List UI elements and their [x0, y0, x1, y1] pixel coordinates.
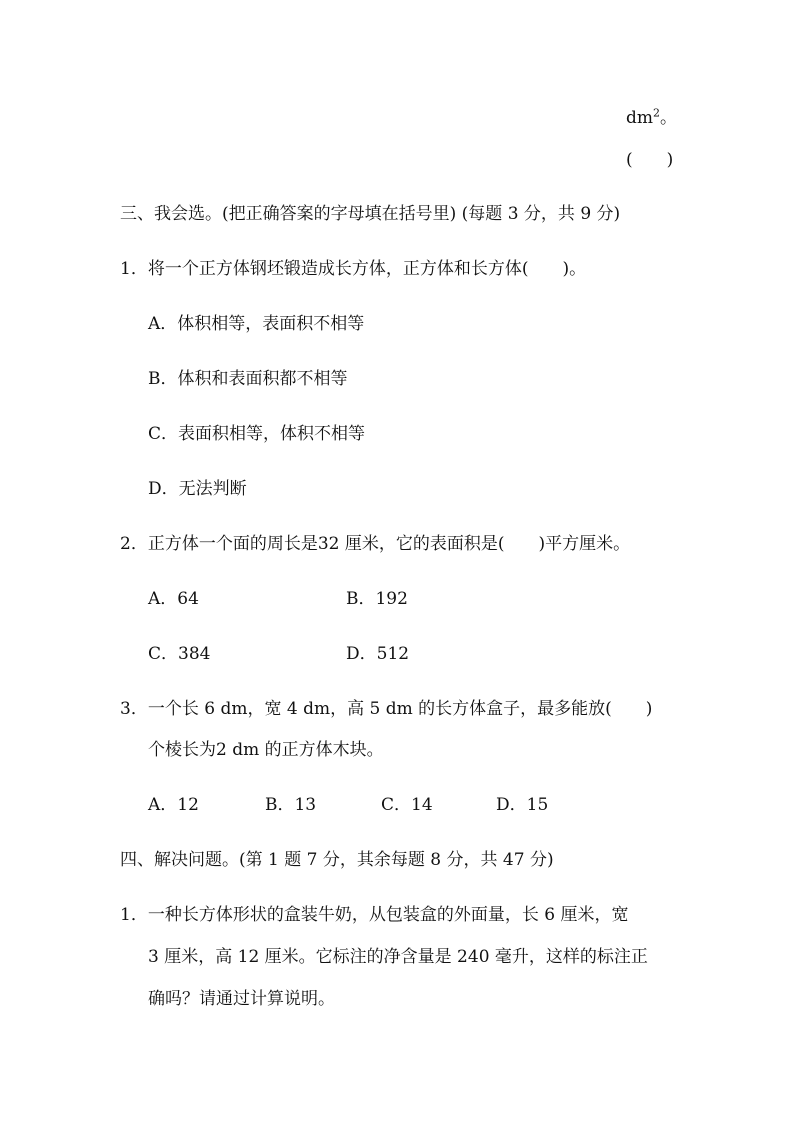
answer-paren: ( ) [626, 150, 674, 170]
unit-answer-line [626, 106, 677, 130]
q3-text-line1: 3．一个长 6 dm，宽 4 dm，高 5 dm 的长方体盒子，最多能放( ) [120, 699, 653, 719]
section3-heading: 三、我会选。(把正确答案的字母填在括号里) (每题 3 分，共 9 分) [120, 204, 621, 224]
q1-option-d: D．无法判断 [148, 479, 247, 499]
s4-q1-line2: 3 厘米，高 12 厘米。它标注的净含量是 240 毫升，这样的标注正 [148, 947, 648, 967]
q2-option-a: A．64 [148, 589, 199, 609]
q2-text: 2．正方体一个面的周长是32 厘米，它的表面积是( )平方厘米。 [120, 534, 631, 554]
q1-option-b: B．体积和表面积都不相等 [148, 369, 348, 389]
q2-option-d: D．512 [346, 644, 410, 664]
q3-option-a: A．12 [148, 795, 199, 815]
unit-end: 。 [660, 108, 678, 128]
s4-q1-line1: 1．一种长方体形状的盒装牛奶，从包装盒的外面量，长 6 厘米，宽 [120, 905, 629, 925]
q3-option-b: B．13 [265, 795, 317, 815]
q3-text-line2: 个棱长为2 dm 的正方体木块。 [148, 740, 384, 760]
q2-option-b: B．192 [346, 589, 408, 609]
unit-superscript: 2 [653, 106, 661, 120]
s4-q1-line3: 确吗？请通过计算说明。 [148, 989, 335, 1009]
section4-heading: 四、解决问题。(第 1 题 7 分，其余每题 8 分，共 47 分) [120, 850, 554, 870]
q3-option-d: D．15 [496, 795, 549, 815]
q1-option-a: A．体积相等，表面积不相等 [148, 314, 365, 334]
q3-option-c: C．14 [381, 795, 433, 815]
q1-text: 1．将一个正方体钢坯锻造成长方体，正方体和长方体( )。 [120, 259, 587, 279]
q2-option-c: C．384 [148, 644, 211, 664]
unit-text: dm [626, 108, 654, 128]
q1-option-c: C．表面积相等，体积不相等 [148, 424, 366, 444]
